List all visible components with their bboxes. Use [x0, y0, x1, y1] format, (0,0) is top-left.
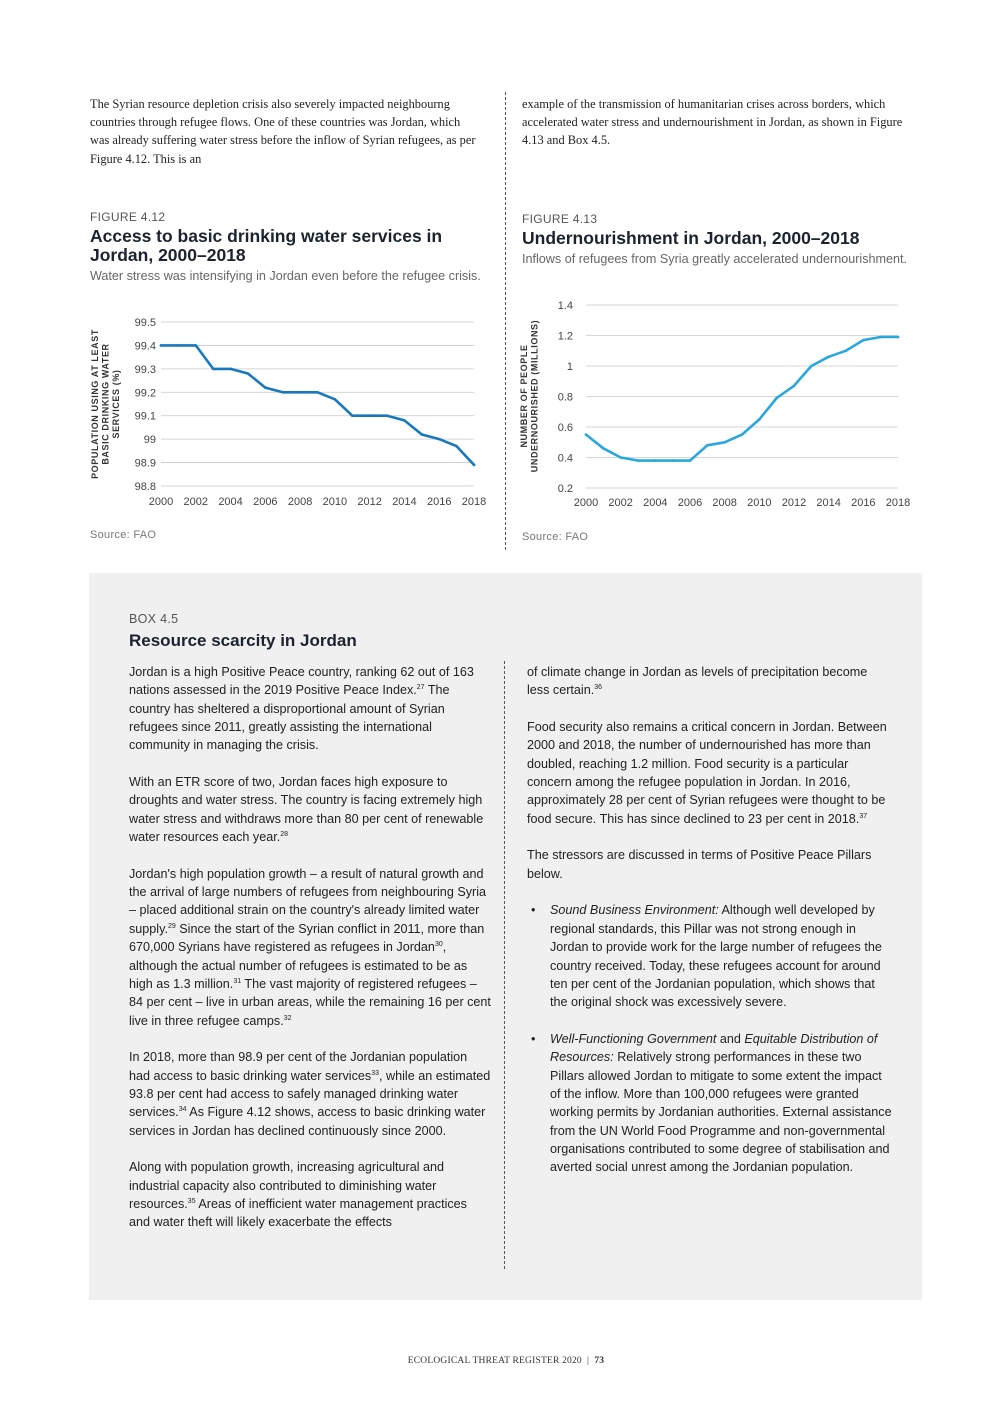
data-point — [473, 464, 476, 467]
box-title: Resource scarcity in Jordan — [129, 631, 357, 650]
data-point — [775, 397, 778, 400]
x-tick-label: 2018 — [461, 496, 487, 508]
x-tick-label: 2016 — [426, 496, 452, 508]
x-tick-label: 2018 — [885, 497, 911, 509]
y-tick-label: 0.2 — [557, 483, 573, 495]
box-column-left — [129, 663, 491, 1250]
data-point — [602, 447, 605, 450]
data-point — [810, 365, 813, 368]
data-point — [334, 398, 337, 401]
figure-4-12-header — [90, 210, 495, 285]
data-point — [654, 459, 657, 462]
y-tick-label: 1.4 — [557, 300, 573, 312]
text: The country has sheltered a disproportional amount of Syrian refugees since 2011, greatly assisting the international community in managing the crisis. — [129, 683, 450, 753]
paragraph — [129, 773, 491, 846]
paragraph — [129, 1158, 491, 1231]
data-point — [862, 339, 865, 342]
y-axis-label-line: NUMBER OF PEOPLE — [519, 344, 529, 448]
box-label: BOX 4.5 — [129, 612, 179, 626]
footnote-ref: 33 — [371, 1069, 379, 1077]
figure-4-13-header — [522, 212, 922, 268]
data-point — [177, 344, 180, 347]
x-tick-label: 2000 — [573, 497, 599, 509]
data-point — [421, 433, 424, 436]
figure-label: FIGURE 4.12 — [90, 210, 166, 224]
footnote-ref: 28 — [280, 830, 288, 838]
x-tick-label: 2016 — [851, 497, 876, 509]
figure-title: Access to basic drinking water services in Jordan, 2000–2018 — [90, 226, 443, 265]
text: , while an estimated 93.8 per cent had access to safely managed drinking water services. — [129, 1068, 491, 1120]
page-footer — [0, 1356, 992, 1366]
text: Although well developed by regional standards, this Pillar was not strong enough in Jordan to provide work for the large number of refugees the country received. Today, these refugees account for around ten per cent of the Jordanian population, which shows that the original shock was excessively severe. — [550, 903, 882, 1010]
data-point — [403, 419, 406, 422]
data-point — [619, 456, 622, 459]
data-point — [689, 459, 692, 462]
data-point — [386, 414, 389, 417]
data-point — [897, 336, 900, 339]
series-line — [161, 345, 474, 465]
pillar-name: Sound Business Environment: — [550, 903, 719, 918]
data-point — [194, 344, 197, 347]
y-tick-label: 99.2 — [134, 387, 156, 400]
x-tick-label: 2008 — [712, 497, 737, 509]
x-tick-label: 2012 — [781, 497, 807, 509]
y-axis-label-line: BASIC DRINKING WATER — [100, 343, 111, 465]
footnote-ref: 32 — [283, 1014, 292, 1022]
text: Jordan's high population growth – a result of natural growth and the arrival of large numbers of refugees from neighbouring Syria – placed additional strain on the country's already limited water supply. — [129, 866, 487, 936]
data-point — [741, 433, 744, 436]
paragraph — [129, 1048, 491, 1140]
data-point — [879, 336, 882, 339]
footnote-ref: 35 — [187, 1197, 196, 1205]
y-axis-label — [90, 329, 121, 479]
x-tick-label: 2004 — [218, 496, 243, 508]
data-point — [368, 414, 371, 417]
data-point — [264, 386, 267, 389]
y-axis-label-line: SERVICES (%) — [111, 369, 121, 439]
text: The vast majority of registered refugees – 84 per cent – live in urban areas, while the remaining 16 per cent live in three refugee camps. — [129, 976, 491, 1028]
x-tick-label: 2002 — [608, 497, 633, 509]
paragraph — [527, 663, 892, 700]
data-point — [793, 385, 796, 388]
data-point — [316, 391, 319, 394]
data-point — [299, 391, 302, 394]
text: Food security also remains a critical concern in Jordan. Between 2000 and 2018, the number of undernourished has more than doubled, reaching 1.2 million. Food security is a particular concern among the refugee population in Jordan. In 2016, approximately 28 per cent of Syrian refugees were thought to be food secure. This has since declined to 23 per cent in 2018. — [527, 720, 887, 826]
text: Since the start of the Syrian conflict in 2011, more than 670,000 Syrians have registered as refugees in Jordan — [129, 921, 485, 955]
x-tick-label: 2002 — [183, 496, 209, 508]
y-tick-label: 99.4 — [134, 340, 156, 353]
data-point — [671, 459, 674, 462]
y-tick-label: 0.6 — [557, 422, 573, 434]
figure-source: Source: FAO — [90, 529, 157, 541]
x-tick-label: 2014 — [392, 496, 417, 508]
y-tick-label: 1 — [566, 361, 573, 373]
text: In 2018, more than 98.9 per cent of the Jordanian population had access to basic drinking water services — [129, 1050, 468, 1083]
x-tick-label: 2010 — [747, 497, 772, 509]
data-point — [723, 441, 726, 444]
y-tick-label: 1.2 — [557, 330, 573, 343]
y-tick-label: 99.1 — [134, 410, 156, 423]
data-point — [455, 445, 458, 448]
data-point — [229, 368, 232, 371]
x-tick-label: 2012 — [357, 496, 382, 508]
chart-undernourishment-svg — [518, 294, 918, 516]
bullet-icon: • — [531, 903, 536, 918]
data-point — [160, 344, 163, 347]
x-tick-label: 2000 — [148, 496, 174, 508]
text: and — [716, 1031, 745, 1046]
data-point — [706, 444, 709, 447]
y-tick-label: 0.4 — [557, 452, 573, 465]
figure-subtitle: Inflows of refugees from Syria greatly accelerated undernourishment. — [522, 252, 908, 266]
footnote-ref: 30 — [434, 940, 443, 948]
data-point — [758, 418, 761, 421]
footer-separator: | — [587, 1356, 590, 1366]
figure-source: Source: FAO — [522, 531, 589, 543]
column-divider-box — [504, 661, 505, 1269]
x-tick-label: 2004 — [643, 497, 668, 509]
data-point — [637, 459, 640, 462]
intro-text-left: The Syrian resource depletion crisis also severely impacted neighbourng countries through refugee flows. One of these countries was Jordan, which was already suffering water stress before the inflow of Syrian refugees, as per Figure 4.12. This is an — [90, 97, 476, 166]
x-tick-label: 2014 — [816, 497, 841, 509]
data-point — [247, 372, 250, 375]
x-tick-label: 2006 — [677, 497, 703, 509]
x-tick-label: 2008 — [287, 496, 313, 508]
figure-title: Undernourishment in Jordan, 2000–2018 — [522, 228, 860, 248]
footer-publication-title: ECOLOGICAL THREAT REGISTER 2020 — [407, 1356, 582, 1366]
data-point — [438, 438, 441, 441]
text: Relatively strong performances in these two Pillars allowed Jordan to mitigate to some extent the impact of the inflow. More than 100,000 refugees were granted working permits by Jordanian authorities. External assistance from the UN World Food Programme and non-governmental organisations contributed to some degree of stabilisation and averted social unrest among the Jordanian population. — [550, 1050, 892, 1175]
footnote-ref: 27 — [416, 684, 425, 692]
box-column-right — [527, 663, 892, 1195]
figure-subtitle: Water stress was intensifying in Jordan even before the refugee crisis. — [90, 269, 481, 283]
chart-undernourishment — [518, 294, 918, 516]
bullet-icon: • — [531, 1031, 536, 1046]
data-point — [351, 414, 354, 417]
footnote-ref: 37 — [859, 812, 868, 820]
data-point — [212, 368, 215, 371]
series-line — [586, 337, 898, 461]
y-axis-label-line: POPULATION USING AT LEAST — [90, 329, 100, 479]
text: As Figure 4.12 shows, access to basic drinking water services in Jordan has declined continuously since 2000. — [129, 1105, 486, 1138]
text: Areas of inefficient water management practices and water theft will likely exacerbate the effects — [129, 1196, 467, 1230]
y-axis-label — [519, 320, 540, 473]
footnote-ref: 36 — [594, 684, 602, 692]
x-tick-label: 2010 — [322, 496, 348, 508]
footnote-ref: 29 — [167, 922, 176, 930]
y-tick-label: 99.3 — [134, 363, 156, 376]
y-tick-label: 98.9 — [134, 457, 156, 470]
y-tick-label: 98.8 — [134, 481, 156, 493]
text: , although the actual number of refugees is estimated to be as high as 1.3 million. — [129, 940, 468, 991]
paragraph — [129, 865, 491, 1030]
y-tick-label: 99.5 — [134, 317, 156, 329]
chart-drinking-water-svg — [86, 310, 496, 515]
text: of climate change in Jordan as levels of precipitation become less certain. — [527, 665, 868, 698]
text: Jordan is a high Positive Peace country, ranking 62 out of 163 nations assessed in the 2019 Positive Peace Index. — [129, 665, 474, 698]
footnote-ref: 31 — [233, 977, 242, 985]
text: Along with population growth, increasing agricultural and industrial capacity also contributed to diminishing water resources. — [129, 1160, 445, 1211]
data-point — [281, 391, 284, 394]
intro-text-right: example of the transmission of humanitarian crises across borders, which accelerated water stress and undernourishment in Jordan, as shown in Figure 4.13 and Box 4.5. — [522, 97, 903, 148]
footnote-ref: 34 — [178, 1106, 187, 1114]
paragraph: The stressors are discussed in terms of Positive Peace Pillars below. — [527, 848, 872, 881]
x-tick-label: 2006 — [253, 496, 278, 508]
figure-label: FIGURE 4.13 — [522, 212, 598, 226]
page-number: 73 — [594, 1356, 605, 1366]
data-point — [827, 356, 830, 359]
chart-drinking-water — [86, 310, 496, 515]
bullet-item — [527, 1030, 892, 1177]
data-point — [585, 433, 588, 436]
box-resource-scarcity — [89, 573, 922, 1300]
y-tick-label: 0.8 — [557, 391, 573, 404]
pillar-name: Equitable Distribution of Resources: — [550, 1031, 878, 1065]
bullet-item — [527, 901, 892, 1011]
y-tick-label: 99 — [143, 434, 156, 447]
data-point — [845, 349, 848, 352]
y-axis-label-line: UNDERNOURISHED (MILLIONS) — [529, 319, 540, 473]
text: With an ETR score of two, Jordan faces high exposure to droughts and water stress. The country is facing extremely high water stress and withdraws more than 80 per cent of renewable water resources each year. — [129, 775, 484, 845]
paragraph — [129, 663, 491, 755]
paragraph — [527, 718, 892, 828]
column-divider-top — [505, 92, 506, 550]
pillar-name: Well-Functioning Government — [550, 1031, 717, 1046]
